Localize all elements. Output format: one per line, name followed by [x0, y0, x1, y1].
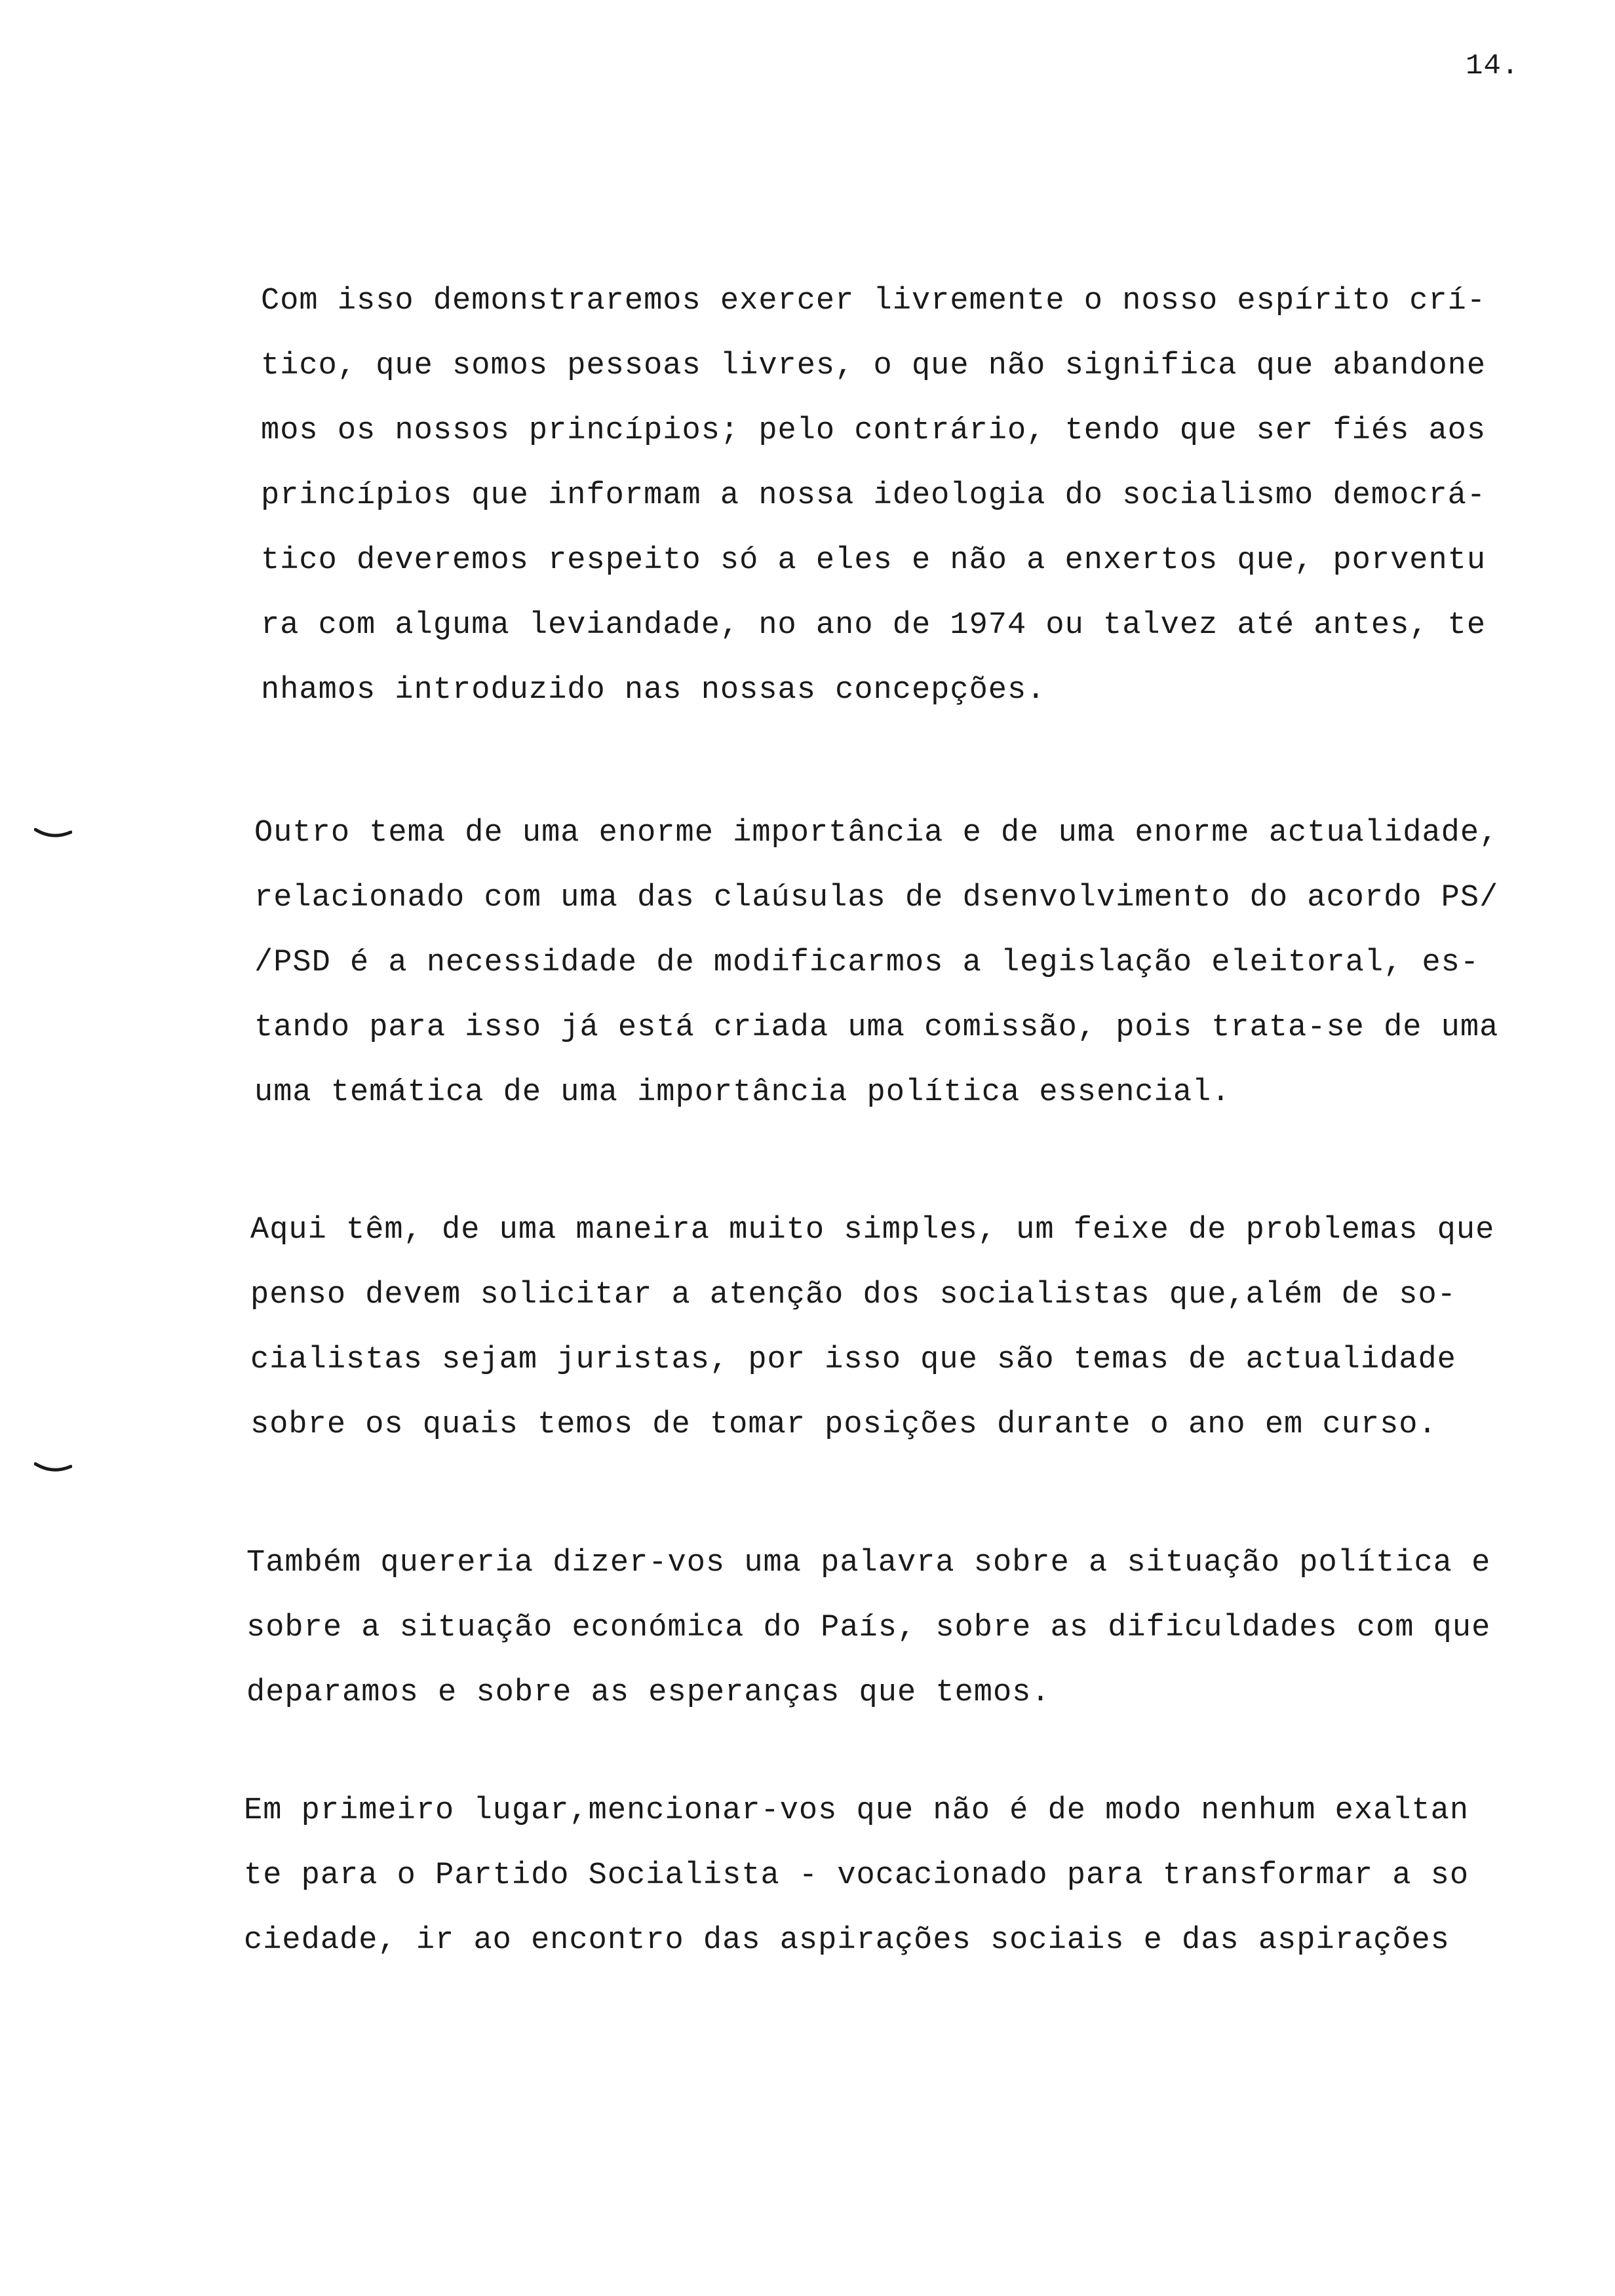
paragraph-line: penso devem solicitar a atenção dos socialistas que,além de so- — [250, 1278, 1456, 1312]
paragraph-line: cialistas sejam juristas, por isso que são temas de actualidade — [250, 1343, 1456, 1377]
margin-tick-mark — [34, 1461, 72, 1474]
paragraph-line: Aqui têm, de uma maneira muito simples, um feixe de problemas que — [250, 1213, 1495, 1248]
paragraph-line: tico deveremos respeito só a eles e não a enxertos que, porventu — [261, 543, 1487, 578]
paragraph-3 — [250, 1198, 1494, 1457]
paragraph-1 — [261, 269, 1486, 723]
paragraph-4 — [246, 1531, 1490, 1725]
paragraph-line: Também quereria dizer-vos uma palavra sobre a situação política e — [246, 1546, 1491, 1580]
paragraph-line: deparamos e sobre as esperanças que temos. — [246, 1675, 1051, 1710]
margin-tick-mark — [34, 827, 72, 840]
paragraph-line: uma temática de uma importância política essencial. — [254, 1075, 1231, 1110]
paragraph-2 — [254, 801, 1498, 1125]
paragraph-line: mos os nossos princípios; pelo contrário, tendo que ser fiés aos — [261, 413, 1487, 448]
paragraph-line: sobre a situação económica do País, sobre as dificuldades com que — [246, 1611, 1491, 1645]
paragraph-line: ciedade, ir ao encontro das aspirações sociais e das aspirações — [244, 1923, 1450, 1958]
paragraph-line: te para o Partido Socialista - vocacionado para transformar a so — [244, 1858, 1469, 1893]
paragraph-line: sobre os quais temos de tomar posições durante o ano em curso. — [250, 1407, 1437, 1442]
paragraph-line: tando para isso já está criada uma comissão, pois trata-se de uma — [254, 1010, 1499, 1045]
paragraph-line: ra com alguma leviandade, no ano de 1974 ou talvez até antes, te — [261, 608, 1487, 643]
paragraph-line: tico, que somos pessoas livres, o que não significa que abandone — [261, 349, 1487, 383]
paragraph-line: princípios que informam a nossa ideologia do socialismo democrá- — [261, 478, 1487, 513]
paragraph-5 — [244, 1778, 1469, 1973]
page-number: 14. — [1466, 50, 1520, 83]
paragraph-line: /PSD é a necessidade de modificarmos a legislação eleitoral, es- — [254, 946, 1480, 980]
paragraph-line: Com isso demonstraremos exercer livremente o nosso espírito crí- — [261, 284, 1487, 318]
paragraph-line: Outro tema de uma enorme importância e de uma enorme actualidade, — [254, 816, 1499, 851]
paragraph-line: Em primeiro lugar,mencionar-vos que não é de modo nenhum exaltan — [244, 1793, 1469, 1828]
paragraph-line: relacionado com uma das claúsulas de dsenvolvimento do acordo PS/ — [254, 881, 1499, 915]
paragraph-line: nhamos introduzido nas nossas concepções. — [261, 673, 1046, 708]
